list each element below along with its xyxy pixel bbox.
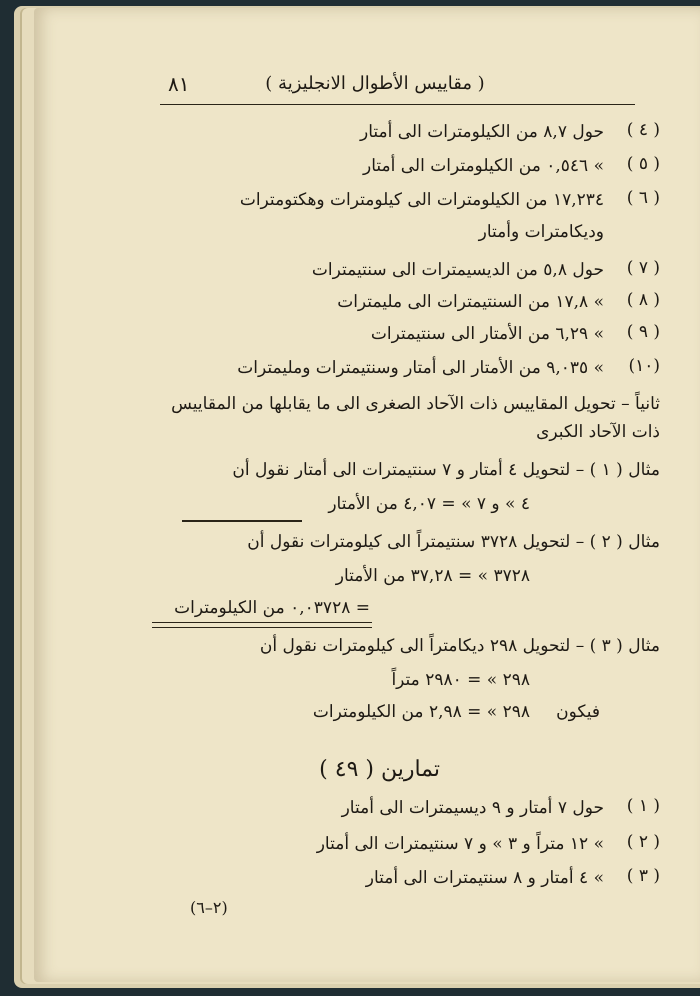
- example-3-line-1: مثال ( ٣ ) – لتحويل ٢٩٨ ديكامتراً الى كيلومترات نقول أن: [259, 636, 660, 656]
- item-number: ( ٧ ): [626, 258, 660, 278]
- exercise-number: ( ٣ ): [626, 866, 660, 886]
- item-text: حول ٥,٨ من الديسيمترات الى سنتيمترات: [311, 260, 604, 280]
- item-number: (١٠): [628, 356, 660, 376]
- item-text: » ٠,٥٤٦ من الكيلومترات الى أمتار: [362, 156, 604, 176]
- example-1-line-2: ٤ » و ٧ » = ٤,٠٧ من الأمتار: [328, 494, 530, 514]
- example-2-line-1: مثال ( ٢ ) – لتحويل ٣٧٢٨ سنتيمتراً الى كيلومترات نقول أن: [247, 532, 660, 552]
- example-3-label: فيكون: [556, 702, 600, 722]
- exercise-number: ( ٢ ): [626, 832, 660, 852]
- page-number: ٨١: [168, 72, 190, 96]
- exercise-number: ( ١ ): [626, 796, 660, 816]
- item-number: ( ٥ ): [626, 154, 660, 174]
- running-header: ( مقاييس الأطوال الانجليزية ): [265, 73, 485, 94]
- item-number: ( ٨ ): [626, 290, 660, 310]
- exercise-text: » ١٢ متراً و ٣ » و ٧ سنتيمترات الى أمتار: [316, 834, 604, 854]
- item-text: » ٩,٠٣٥ من الأمتار الى أمتار وسنتيمترات ومليمترات: [237, 358, 604, 378]
- item-text: ١٧,٢٣٤ من الكيلومترات الى كيلومترات وهكتومترات: [239, 190, 604, 210]
- example-2-line-3: = ٠,٠٣٧٢٨ من الكيلومترات: [174, 598, 370, 618]
- item-text-continuation: وديكامترات وأمتار: [478, 222, 604, 242]
- signature-mark: (٢–٦): [190, 898, 228, 917]
- example-3-line-3: ٢٩٨ » = ٢,٩٨ من الكيلومترات: [312, 702, 530, 722]
- item-number: ( ٤ ): [626, 120, 660, 140]
- item-text: » ٦,٢٩ من الأمتار الى سنتيمترات: [370, 324, 604, 344]
- example-2-line-2: ٣٧٢٨ » = ٣٧,٢٨ من الأمتار: [335, 566, 530, 586]
- header-rule: [160, 104, 635, 105]
- example-3-line-2: ٢٩٨ » = ٢٩٨٠ متراً: [391, 670, 530, 690]
- result-underline: [182, 520, 302, 522]
- example-1-line-1: مثال ( ١ ) – لتحويل ٤ أمتار و ٧ سنتيمترات الى أمتار نقول أن: [232, 460, 660, 480]
- section-heading: ثانياً – تحويل المقاييس ذات الآحاد الصغرى الى ما يقابلها من المقاييس: [171, 394, 660, 414]
- exercises-title: تمارين ( ٤٩ ): [319, 757, 440, 782]
- item-number: ( ٩ ): [626, 322, 660, 342]
- result-double-underline: [152, 622, 372, 628]
- item-number: ( ٦ ): [626, 188, 660, 208]
- item-text: حول ٨,٧ من الكيلومترات الى أمتار: [360, 122, 604, 142]
- exercise-text: حول ٧ أمتار و ٩ ديسيمترات الى أمتار: [341, 798, 604, 818]
- item-text: » ١٧,٨ من السنتيمترات الى مليمترات: [337, 292, 604, 312]
- section-heading-continuation: ذات الآحاد الكبرى: [536, 422, 660, 442]
- exercise-text: » ٤ أمتار و ٨ سنتيمترات الى أمتار: [365, 868, 604, 888]
